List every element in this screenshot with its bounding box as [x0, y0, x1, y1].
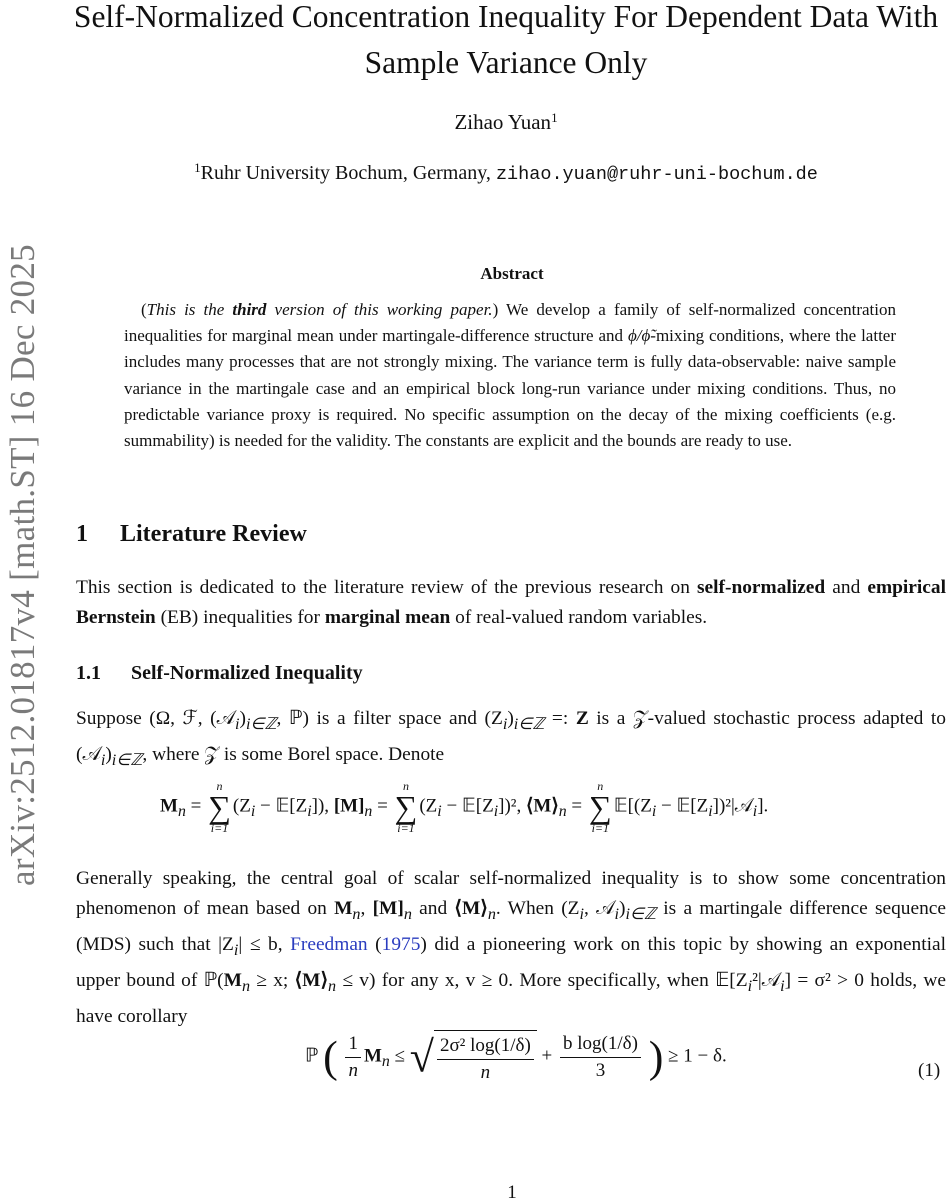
sum3-top: n: [597, 779, 604, 793]
summation-3: [589, 780, 612, 834]
intro-text-1: This section is dedicated to the literature review of the previous research on: [76, 577, 697, 598]
setup-sub-2: i∈ℤ: [245, 715, 277, 733]
fr-sub-6: i: [780, 977, 785, 995]
eq1-sub-4: i: [493, 803, 499, 821]
abstract-italic-1: This is the: [146, 300, 233, 319]
setup-text-8: ): [105, 743, 112, 765]
abstract-paren-open: (: [141, 300, 147, 319]
eq2-prob: ℙ: [305, 1045, 319, 1067]
sum2-bottom: i=1: [397, 821, 415, 835]
affiliation-text: Ruhr University Bochum, Germany,: [200, 162, 496, 184]
eq1-n3: n: [558, 803, 567, 821]
paragraph-setup: [76, 704, 946, 776]
fr-text-3: and: [411, 898, 455, 919]
sqrt-symbol: √: [409, 1032, 434, 1082]
eq1-n2: n: [364, 803, 373, 821]
title-line-1: Self-Normalized Concentration Inequality For Dependent Data With: [73, 0, 939, 34]
affiliation-superscript: 1: [194, 160, 201, 175]
eq1-angle-M: ⟨M⟩: [525, 795, 559, 817]
eq2-num1: 2σ² log(1/δ): [437, 1035, 534, 1060]
affiliation-line: [66, 160, 946, 185]
eq1-term3b: − 𝔼[Z: [656, 795, 709, 817]
fr-text-14: ] = σ² > 0 holds, we have corollary: [76, 969, 946, 1027]
fr-text-10: ) did a pioneering work on this topic by showing an exponential upper bound of ℙ(: [76, 933, 946, 991]
fr-n2: n: [403, 905, 412, 923]
fr-angleM: ⟨M⟩: [454, 898, 488, 919]
fr-M2: M: [223, 969, 242, 991]
eq1-equals-2: =: [372, 795, 393, 817]
summation-1: [208, 780, 231, 834]
sum3-sigma: ∑: [588, 789, 612, 825]
subsection-number: 1.1: [76, 662, 101, 684]
eq1-term1b: − 𝔼[Z: [255, 795, 308, 817]
eq2-radicand: [434, 1030, 537, 1084]
eq2-frac-variance: [437, 1035, 534, 1084]
eq2-M: M: [363, 1045, 382, 1067]
section-title: Literature Review: [120, 521, 307, 547]
title-line-2: Sample Variance Only: [364, 45, 648, 80]
fr-text-7: is a martingale difference sequence (MDS) such that |Z: [76, 898, 946, 955]
arxiv-sidebar: [0, 225, 46, 905]
eq2-one: 1: [345, 1033, 361, 1058]
section-heading-1: [76, 521, 307, 548]
sum1-sigma: ∑: [208, 789, 231, 825]
eq1-term1: (Z: [232, 795, 251, 817]
eq1-M: M: [160, 795, 178, 817]
summation-2: [395, 780, 418, 834]
eq2-paren-right: ): [648, 1032, 664, 1082]
eq2-paren-left: (: [323, 1032, 338, 1082]
section-number: 1: [76, 521, 88, 547]
fr-text-12: ≤ v) for any x, v ≥ 0. More specifically, when 𝔼[Z: [336, 969, 748, 991]
sum3-bottom: i=1: [591, 821, 610, 835]
intro-text-3: (EB) inequalities for: [155, 607, 325, 628]
abstract-text-1: We develop a family of self-normalized concentration inequalities for marginal mean under martingale-difference structure and: [124, 300, 896, 346]
fr-M: M: [334, 898, 353, 919]
fr-text-11: ≥ x;: [250, 969, 295, 991]
fr-text-5: , 𝒜: [584, 898, 615, 919]
eq1-term3d: ].: [757, 795, 769, 817]
eq2-plus: +: [536, 1045, 558, 1067]
arxiv-identifier[interactable]: arXiv:2512.01817v4 [math.ST] 16 Dec 2025: [3, 244, 42, 886]
fr-n4: n: [241, 977, 251, 995]
eq1-term1c: ]),: [311, 795, 334, 817]
setup-text-7: is a 𝒵-valued stochastic process adapted to (𝒜: [76, 708, 946, 765]
paper-title: [66, 0, 946, 86]
fr-bracketM: [M]: [372, 898, 404, 919]
fr-n3: n: [487, 905, 496, 923]
fr-angleM2: ⟨M⟩: [294, 969, 329, 991]
setup-text-2: ): [239, 708, 246, 729]
eq1-sub-5: i: [651, 803, 657, 821]
page-number: 1: [507, 1182, 517, 1203]
subsection-heading-1-1: [76, 662, 363, 685]
abstract-text-2: -mixing conditions, where the latter includes many processes that are not strongly mixing. The variance term is fully data-observable: naive sample variance in the martingale case and an empirical block long-run variance under mixing conditions. Thus, no predictable variance proxy is required. No specific assumption on the decay of the mixing coefficients (e.g. summability) is needed for the validity. The constants are explicit and the bounds are ready to use.: [124, 326, 896, 451]
eq2-num2: b log(1/δ): [560, 1033, 641, 1058]
eq1-bracket-M: [M]: [333, 795, 365, 817]
eq1-sub-1: i: [250, 803, 256, 821]
fr-text-4: . When (Z: [495, 898, 580, 919]
setup-sub-3: i: [502, 715, 508, 733]
author-name: Zihao Yuan: [454, 110, 552, 134]
fr-n5: n: [328, 977, 337, 995]
fr-text-8: | ≤ b,: [238, 933, 291, 955]
setup-sub-6: i∈ℤ: [111, 751, 143, 769]
eq1-equals: =: [185, 795, 207, 817]
abstract-paren-close: ): [492, 300, 499, 319]
setup-sub-4: i∈ℤ: [513, 715, 545, 733]
fr-sub-3: i∈ℤ: [625, 905, 657, 923]
setup-text-4: ): [507, 708, 514, 729]
eq2-n: n: [348, 1059, 358, 1081]
setup-bold-Z: Z: [575, 708, 589, 729]
setup-text-1: Suppose (Ω, ℱ, (𝒜: [76, 708, 235, 729]
sum2-top: n: [402, 779, 409, 793]
subsection-title: Self-Normalized Inequality: [131, 662, 363, 684]
fr-n1: n: [352, 905, 361, 923]
eq2-den2: 3: [595, 1059, 606, 1081]
sum1-top: n: [216, 779, 223, 793]
fr-sub-5: i: [747, 977, 753, 995]
eq2-sub-n: n: [381, 1053, 390, 1071]
paragraph-freedman: [76, 864, 946, 1032]
setup-sub-5: i: [100, 751, 106, 769]
abstract-bold-italic: third: [232, 300, 267, 319]
eq1-sub-6: i: [708, 803, 713, 821]
fr-text-9: (: [367, 933, 382, 955]
sum1-bottom: i=1: [210, 821, 229, 835]
eq1-term2c: ])²,: [498, 795, 526, 817]
eq1-sub-2: i: [307, 803, 312, 821]
intro-bold-1: self-normalized: [697, 577, 826, 598]
eq2-rhs: ≥ 1 − δ.: [663, 1045, 727, 1067]
author-line: [66, 110, 946, 135]
abstract-body: [124, 297, 896, 454]
abstract-italic-2: version of this working paper.: [266, 300, 493, 319]
intro-text-4: of real-valued random variables.: [450, 607, 708, 628]
fr-sub-4: i: [233, 941, 239, 959]
setup-text-5: =:: [544, 708, 576, 729]
setup-sub-1: i: [234, 715, 240, 733]
eq1-term2b: − 𝔼[Z: [441, 795, 494, 817]
citation-link-freedman[interactable]: Freedman: [290, 933, 368, 955]
eq1-n: n: [177, 803, 186, 821]
abstract-heading: Abstract: [480, 264, 544, 283]
setup-text-3: , ℙ) is a filter space and (Z: [276, 708, 503, 729]
fr-text-1: Generally speaking, the central goal of scalar self-normalized inequality is to show some concentration phenomenon of mean based on: [76, 868, 946, 919]
fr-text-6: ): [618, 898, 626, 919]
fr-sub-1: i: [579, 905, 585, 923]
eq1-term3c: ])²|𝒜: [712, 795, 753, 817]
fr-text-2: ,: [360, 898, 373, 919]
fr-text-13: ²|𝒜: [752, 969, 781, 991]
author-email[interactable]: zihao.yuan@ruhr-uni-bochum.de: [495, 164, 818, 185]
eq1-sub-3: i: [437, 803, 442, 821]
paragraph-intro: [76, 573, 946, 633]
citation-link-year[interactable]: 1975: [381, 933, 421, 955]
sum2-sigma: ∑: [394, 789, 418, 825]
equation-martingale-definitions: [160, 780, 768, 834]
intro-text-2: and: [825, 577, 868, 598]
abstract-mixing-symbol: ϕ/ϕ̃: [627, 326, 651, 346]
setup-text-9: , where 𝒵 is some Borel space. Denote: [142, 743, 445, 765]
fr-sub-2: i: [614, 905, 619, 923]
eq2-le: ≤: [389, 1045, 410, 1067]
eq2-frac-1-over-n: [345, 1033, 361, 1082]
eq2-frac-bound: [560, 1033, 641, 1082]
eq1-term3: 𝔼[(Z: [613, 795, 652, 817]
equation-number-1: (1): [918, 1060, 941, 1081]
author-superscript: 1: [551, 110, 558, 125]
intro-bold-3: marginal mean: [324, 607, 451, 628]
eq1-sub-7: i: [752, 803, 758, 821]
intro-bold-2: empirical Bernstein: [76, 577, 946, 628]
eq1-term2: (Z: [419, 795, 438, 817]
eq1-equals-3: =: [566, 795, 587, 817]
eq2-den1: n: [480, 1062, 491, 1083]
equation-1-freedman-corollary: [305, 1030, 727, 1084]
